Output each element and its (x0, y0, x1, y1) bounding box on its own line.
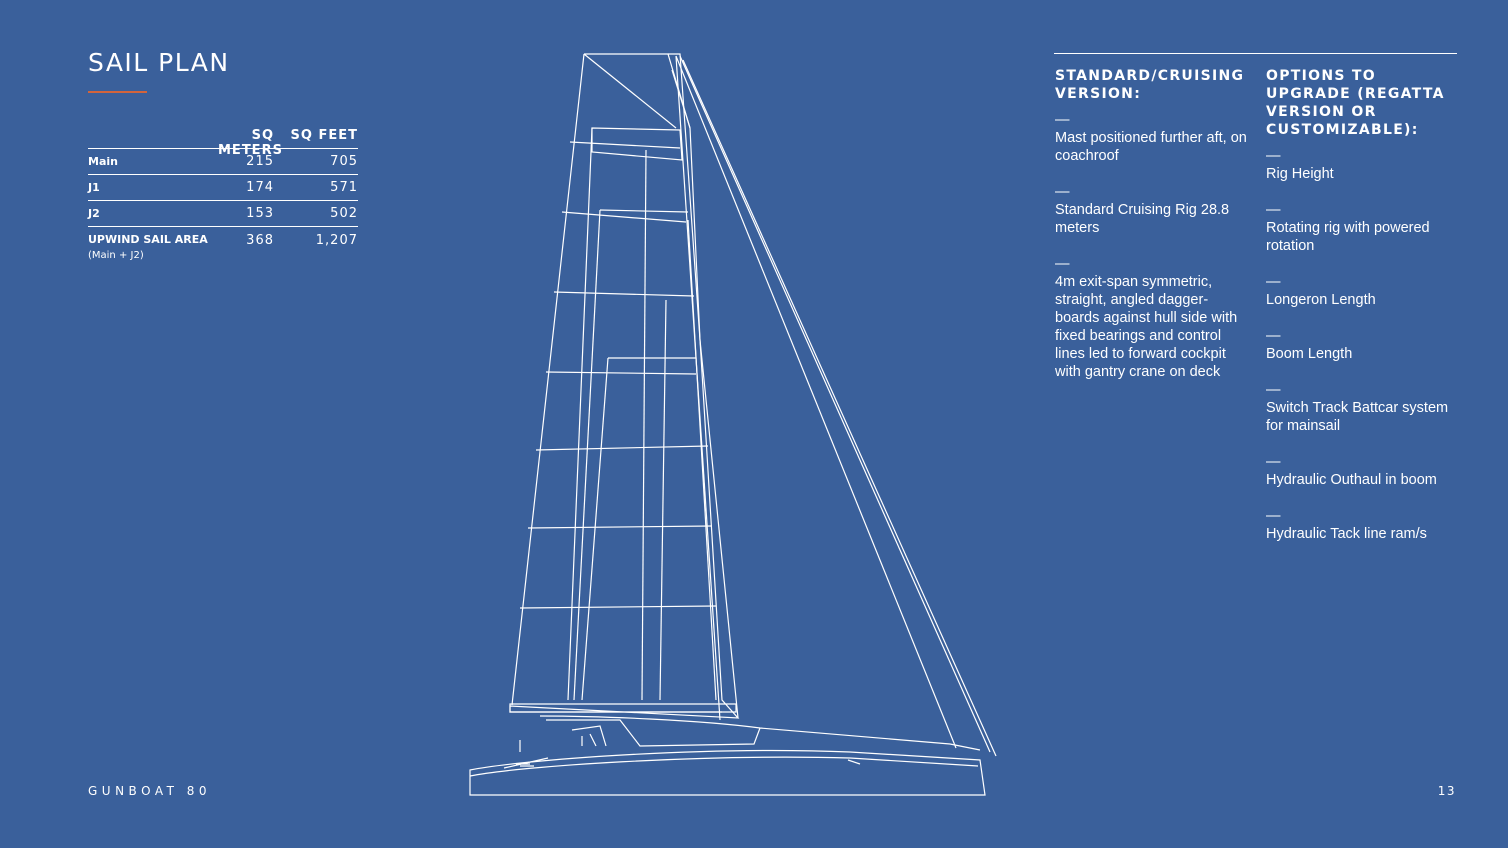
options-heading: OPTIONS TO UPGRADE (REGATTA VERSION OR CUSTOMIZABLE): (1266, 68, 1445, 138)
list-item (1266, 381, 1466, 435)
dash-marker: — (1266, 202, 1281, 218)
page-number: 13 (1437, 784, 1456, 798)
standard-version-column (1055, 67, 1250, 399)
total-note: (Main + J2) (88, 250, 144, 261)
list-item (1266, 273, 1466, 309)
list-item (1266, 201, 1466, 255)
total-sq-feet: 1,207 (315, 233, 358, 248)
item-text: Mast positioned further aft, on coachroof (1055, 130, 1247, 164)
item-text: 4m exit-span symmetric, straight, angled dagger-boards against hull side with fixed bearings and control lines led to forward cockpit with gantry crane on deck (1055, 274, 1238, 380)
row-label: Main (88, 155, 118, 168)
list-item (1266, 453, 1466, 489)
dash-marker: — (1266, 508, 1281, 524)
row-sq-meters: 215 (246, 154, 274, 169)
header-sq-feet: SQ FEET (290, 128, 358, 143)
dash-marker: — (1055, 112, 1070, 128)
list-item (1055, 111, 1250, 165)
row-sq-meters: 153 (246, 206, 274, 221)
row-sq-feet: 571 (330, 180, 358, 195)
list-item (1266, 147, 1466, 183)
row-sq-feet: 502 (330, 206, 358, 221)
item-text: Longeron Length (1266, 292, 1376, 308)
dash-marker: — (1266, 274, 1281, 290)
dash-marker: — (1266, 382, 1281, 398)
dash-marker: — (1055, 184, 1070, 200)
table-row (88, 175, 358, 201)
right-section-rule (1054, 53, 1457, 54)
table-row (88, 201, 358, 227)
item-text: Rig Height (1266, 166, 1334, 182)
standard-heading: STANDARD/CRUISING VERSION: (1055, 68, 1245, 102)
row-label: J2 (88, 207, 100, 220)
sail-plan-drawing (460, 40, 1020, 810)
header-sq-meters: SQ METERS (218, 128, 283, 158)
row-label: J1 (88, 181, 100, 194)
footer-brand: GUNBOAT 80 (88, 784, 212, 798)
item-text: Hydraulic Tack line ram/s (1266, 526, 1427, 542)
header-label (88, 128, 218, 148)
list-item (1055, 255, 1250, 381)
title-accent-rule (88, 91, 147, 93)
item-text: Boom Length (1266, 346, 1353, 362)
row-sq-feet: 705 (330, 154, 358, 169)
item-text: Hydraulic Outhaul in boom (1266, 472, 1437, 488)
table-total-row (88, 227, 358, 271)
list-item (1266, 327, 1466, 363)
dash-marker: — (1266, 328, 1281, 344)
dash-marker: — (1055, 256, 1070, 272)
list-item (1055, 183, 1250, 237)
dash-marker: — (1266, 454, 1281, 470)
list-item (1266, 507, 1466, 543)
item-text: Switch Track Battcar system for mainsail (1266, 400, 1449, 434)
total-label: UPWIND SAIL AREA (88, 233, 208, 246)
upgrade-options-column (1266, 67, 1466, 561)
item-text: Rotating rig with powered rotation (1266, 220, 1430, 254)
item-text: Standard Cruising Rig 28.8 meters (1055, 202, 1230, 236)
dash-marker: — (1266, 148, 1281, 164)
table-header (88, 128, 358, 158)
sail-area-table (88, 128, 358, 271)
page-title: SAIL PLAN (88, 48, 230, 77)
row-sq-meters: 174 (246, 180, 274, 195)
total-sq-meters: 368 (246, 233, 274, 248)
